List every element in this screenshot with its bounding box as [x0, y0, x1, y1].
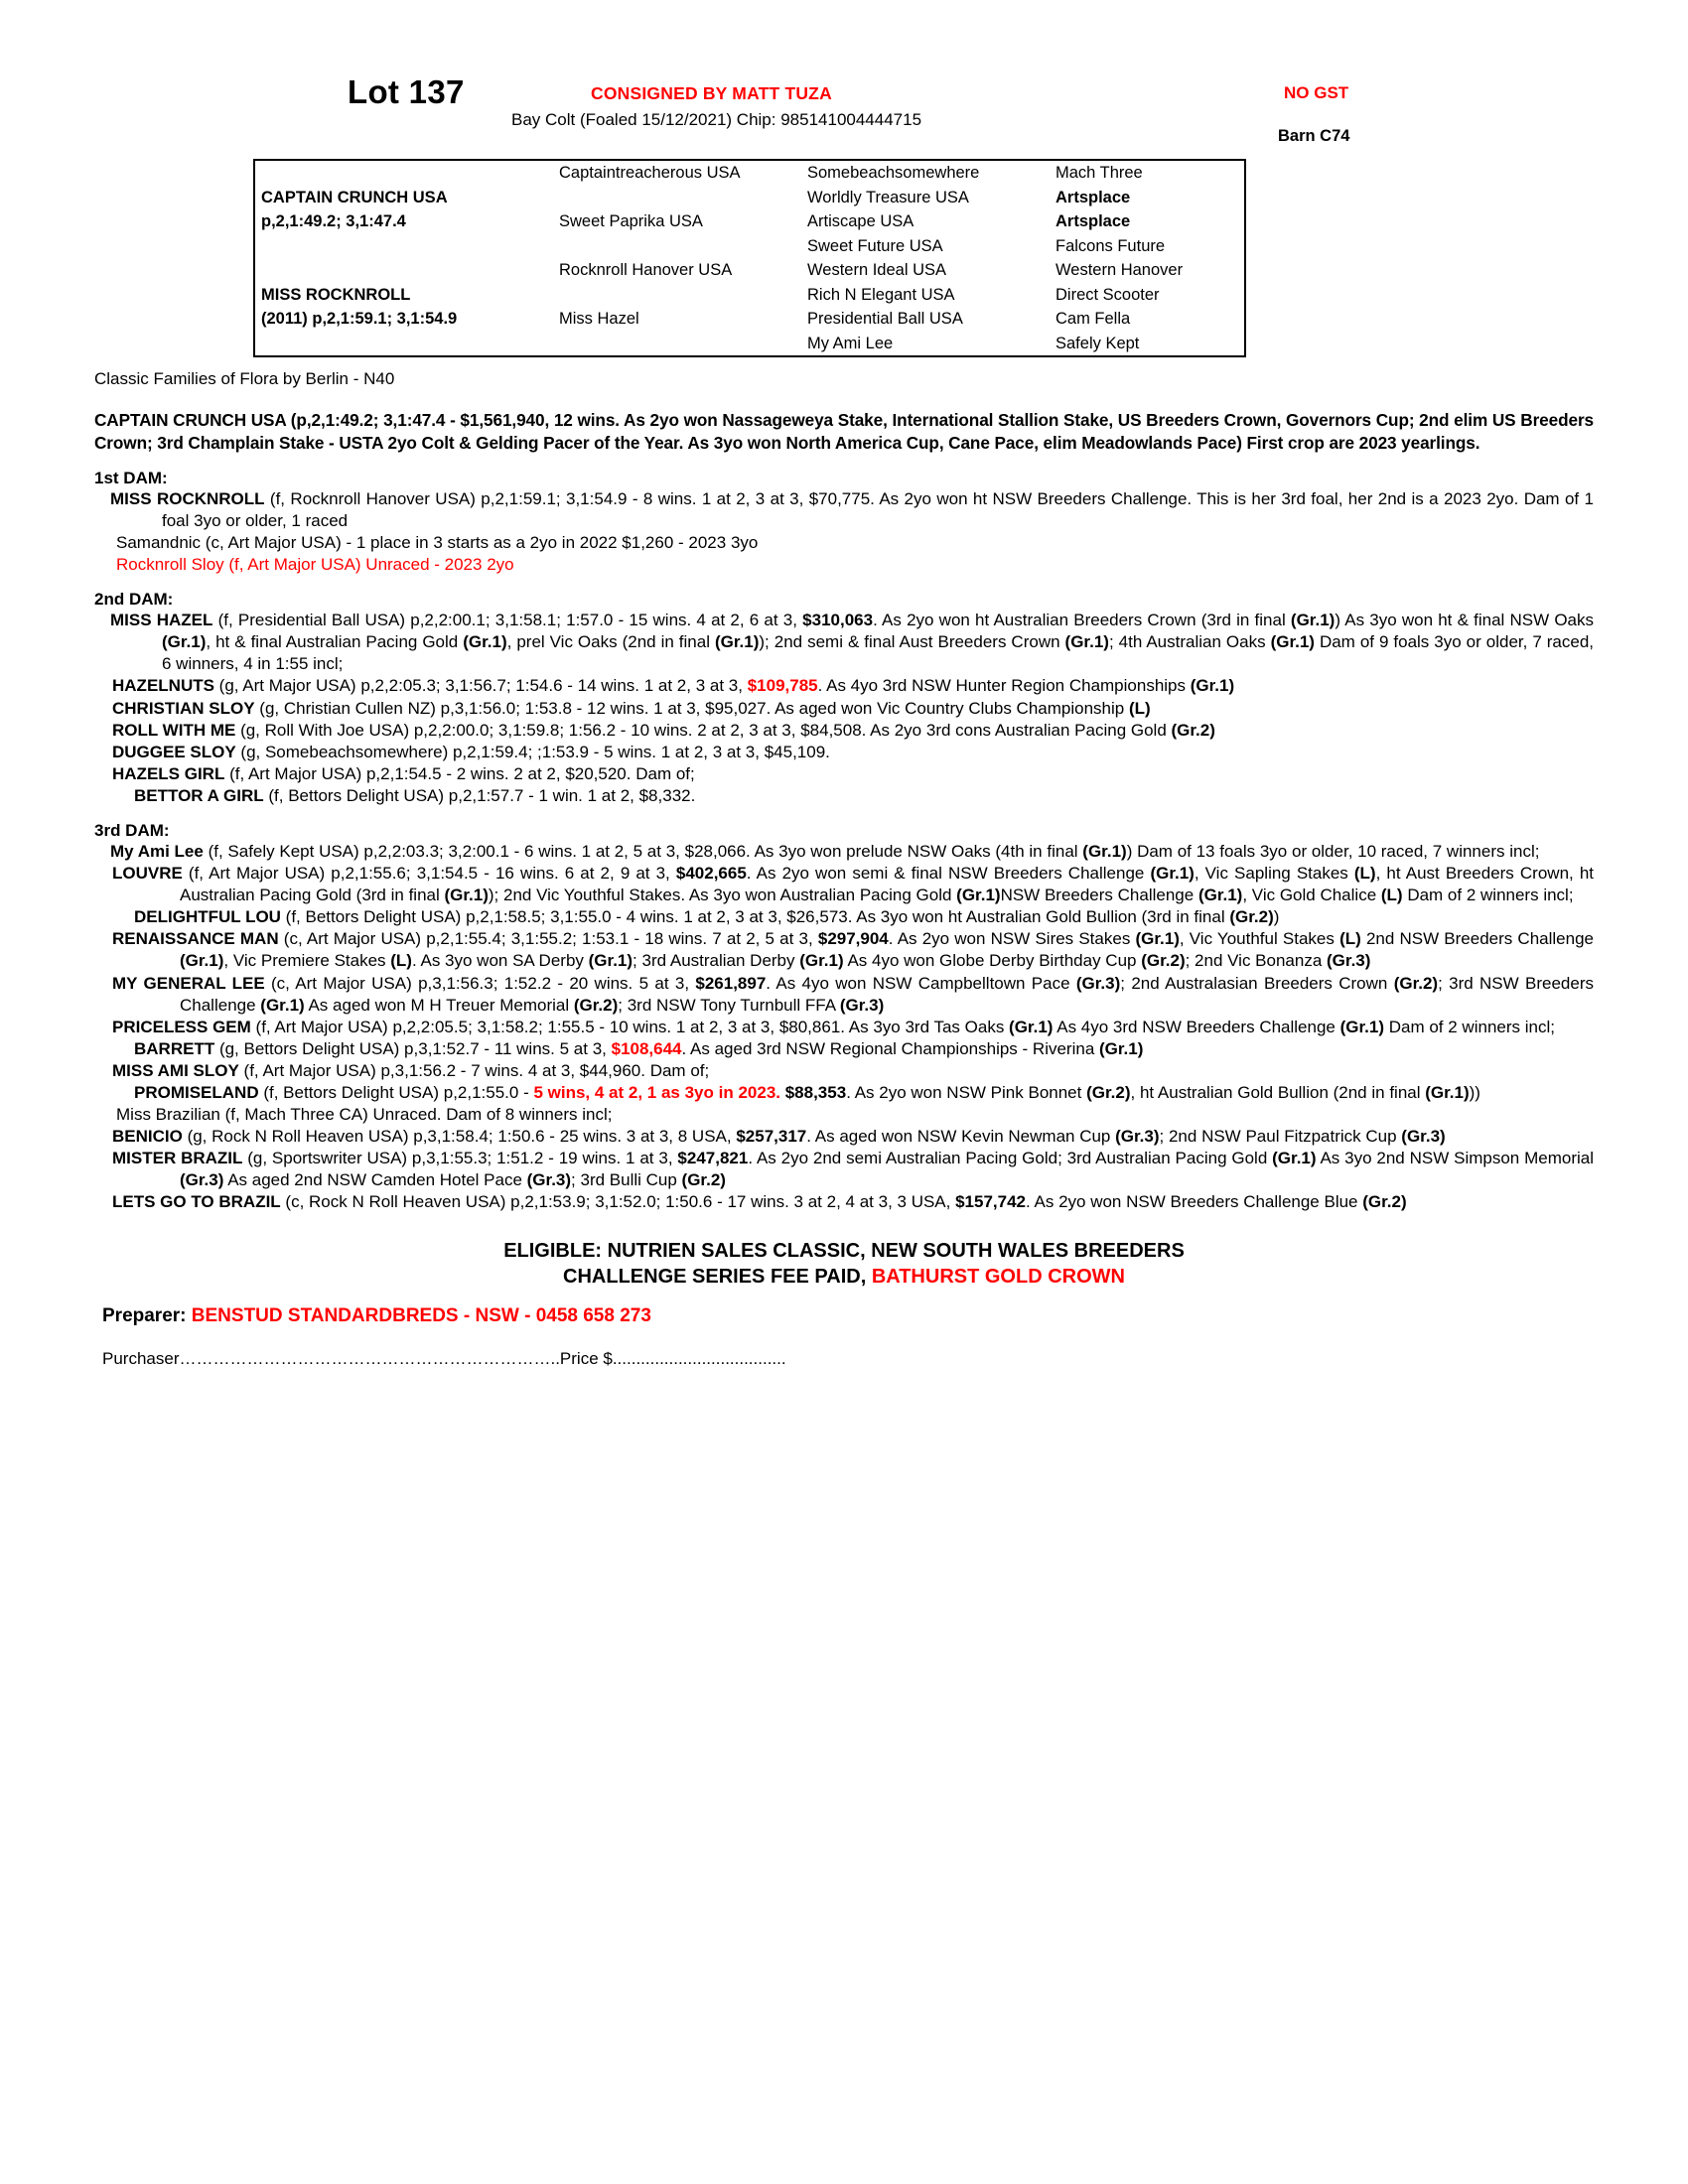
progeny-name: PROMISELAND	[134, 1083, 259, 1102]
progeny-text: (f, Art Major USA) p,2,1:55.6; 3,1:54.5 - 16 wins. 6 at 2, 9 at 3, $402,665. As 2yo won semi & final NSW Breeders Challenge (Gr.1), Vic Sapling Stakes (L), ht Aust Breeders Crown, ht Australian Pacing Gold (3rd in final (Gr.1)); 2nd Vic Youthful Stakes. As 3yo won Australian Pacing Gold (Gr.1)NSW Breeders Challenge (Gr.1), Vic Gold Chalice (L) Dam of 2 winners incl;	[180, 864, 1594, 905]
first-dam-entry	[102, 488, 1594, 532]
progeny-entry	[94, 863, 1594, 906]
second-dam-name: MISS HAZEL	[110, 611, 213, 630]
second-dam-entry	[102, 610, 1594, 675]
second-dam-progeny-list	[94, 675, 1594, 807]
purchaser-line: Purchaser…………………………………………………………..Price $.....................................	[102, 1348, 786, 1368]
pedigree-cell-gen2	[553, 332, 801, 356]
consignor-label: CONSIGNED BY MATT TUZA	[591, 83, 832, 103]
progeny-text: (f, Art Major USA) p,2,1:54.5 - 2 wins. 2 at 2, $20,520. Dam of;	[224, 763, 695, 783]
sire-name: CAPTAIN CRUNCH USA	[261, 188, 448, 206]
eligibility-line-2-red: BATHURST GOLD CROWN	[871, 1265, 1125, 1288]
progeny-entry	[94, 1104, 1594, 1126]
progeny-text: (f, Art Major USA) p,2,2:05.5; 3,1:58.2; 1:55.5 - 10 wins. 1 at 2, 3 at 3, $80,861. As 3yo 3rd Tas Oaks (Gr.1) As 4yo 3rd NSW Breeders Challenge (Gr.1) Dam of 2 winners incl;	[250, 1017, 1555, 1036]
pedigree-dam-cell	[255, 258, 553, 355]
progeny-entry	[94, 532, 1594, 554]
progeny-text: (c, Art Major USA) p,2,1:55.4; 3,1:55.2; 1:53.1 - 18 wins. 7 at 2, 5 at 3, $297,904. As 2yo won NSW Sires Stakes (Gr.1), Vic Youthful Stakes (L) 2nd NSW Breeders Challenge (Gr.1), Vic Premiere Stakes (L). As 3yo won SA Derby (Gr.1); 3rd Australian Derby (Gr.1) As 4yo won Globe Derby Birthday Cup (Gr.2); 2nd Vic Bonanza (Gr.3)	[180, 929, 1594, 971]
progeny-text: (g, Roll With Joe USA) p,2,2:00.0; 3,1:59.8; 1:56.2 - 10 wins. 2 at 2, 3 at 3, $84,508. As 2yo 3rd cons Australian Pacing Gold (Gr.2)	[235, 720, 1215, 740]
pedigree-cell-gen2	[553, 283, 801, 308]
progeny-name: BETTOR A GIRL	[134, 785, 264, 805]
progeny-entry	[94, 1060, 1594, 1082]
first-dam-text: (f, Rocknroll Hanover USA) p,2,1:59.1; 3,1:54.9 - 8 wins. 1 at 2, 3 at 3, $70,775. As 2yo won ht NSW Breeders Challenge. This is her 3rd foal, her 2nd is a 2023 2yo. Dam of 1 foal 3yo or older, 1 raced	[162, 488, 1594, 530]
pedigree-cell-gen2: Rocknroll Hanover USA	[559, 261, 733, 279]
pedigree-cell-gen2: Captaintreacherous USA	[559, 164, 741, 182]
pedigree-cell-gen3: Somebeachsomewhere	[807, 164, 980, 182]
progeny-name: MISS AMI SLOY	[112, 1060, 239, 1080]
third-dam-text: (f, Safely Kept USA) p,2,2:03.3; 3,2:00.1 - 6 wins. 1 at 2, 5 at 3, $28,066. As 3yo won prelude NSW Oaks (4th in final (Gr.1)) Dam of 13 foals 3yo or older, 10 raced, 7 winners incl;	[203, 841, 1540, 861]
pedigree-cell-gen2	[553, 234, 801, 259]
first-dam-heading: 1st DAM:	[94, 468, 168, 487]
progeny-name: BARRETT	[134, 1038, 215, 1058]
progeny-text: (g, Christian Cullen NZ) p,3,1:56.0; 1:53.8 - 12 wins. 1 at 3, $95,027. As aged won Vic Country Clubs Championship (L)	[254, 698, 1151, 718]
pedigree-cell-gen3: Western Ideal USA	[807, 261, 947, 279]
pedigree-cell-gen3: Rich N Elegant USA	[807, 285, 955, 304]
eligibility-line-1: ELIGIBLE: NUTRIEN SALES CLASSIC, NEW SOUTH WALES BREEDERS	[503, 1239, 1185, 1262]
progeny-text: (g, Bettors Delight USA) p,3,1:52.7 - 11 wins. 5 at 3, $108,644. As aged 3rd NSW Regional Championships - Riverina (Gr.1)	[214, 1038, 1144, 1058]
progeny-entry	[94, 1038, 1594, 1060]
progeny-text: (g, Sportswriter USA) p,3,1:55.3; 1:51.2 - 19 wins. 1 at 3, $247,821. As 2yo 2nd semi Australian Pacing Gold; 3rd Australian Pacing Gold (Gr.1) As 3yo 2nd NSW Simpson Memorial (Gr.3) As aged 2nd NSW Camden Hotel Pace (Gr.3); 3rd Bulli Cup (Gr.2)	[180, 1149, 1594, 1190]
second-dam-text: (f, Presidential Ball USA) p,2,2:00.1; 3,1:58.1; 1:57.0 - 15 wins. 4 at 2, 6 at 3, $310,063. As 2yo won ht Australian Breeders Crown (3rd in final (Gr.1)) As 3yo won ht & final NSW Oaks (Gr.1), ht & final Australian Pacing Gold (Gr.1), prel Vic Oaks (2nd in final (Gr.1)); 2nd semi & final Aust Breeders Crown (Gr.1); 4th Australian Oaks (Gr.1) Dam of 9 foals 3yo or older, 7 raced, 6 winners, 4 in 1:55 incl;	[162, 611, 1595, 674]
pedigree-cell-gen2: Miss Hazel	[559, 310, 639, 328]
progeny-text: (g, Somebeachsomewhere) p,2,1:59.4; ;1:53.9 - 5 wins. 1 at 2, 3 at 3, $45,109.	[235, 742, 830, 761]
progeny-entry	[94, 742, 1594, 763]
progeny-name: CHRISTIAN SLOY	[112, 698, 255, 718]
progeny-entry	[94, 1148, 1594, 1191]
progeny-entry	[94, 554, 1594, 576]
sire-record: p,2,1:49.2; 3,1:47.4	[261, 212, 406, 230]
third-dam-progeny-list	[94, 863, 1594, 1214]
first-dam-name: MISS ROCKNROLL	[110, 488, 265, 508]
preparer-label: Preparer:	[102, 1304, 192, 1326]
progeny-entry	[94, 1082, 1594, 1104]
pedigree-cell-gen2: Sweet Paprika USA	[559, 212, 703, 230]
pedigree-cell-gen3: My Ami Lee	[807, 334, 894, 352]
third-dam-name: My Ami Lee	[110, 841, 204, 861]
progeny-text: (f, Art Major USA) Unraced - 2023 2yo	[223, 555, 514, 575]
progeny-name: Samandnic	[116, 532, 202, 552]
dam-name: MISS ROCKNROLL	[261, 285, 411, 304]
preparer-value: BENSTUD STANDARDBREDS - NSW - 0458 658 273	[191, 1304, 651, 1326]
progeny-name: LETS GO TO BRAZIL	[112, 1192, 281, 1212]
pedigree-cell-gen4: Artsplace	[1055, 212, 1131, 230]
pedigree-cell-gen4: Safely Kept	[1055, 334, 1140, 352]
progeny-text: (g, Rock N Roll Heaven USA) p,3,1:58.4; 1:50.6 - 25 wins. 3 at 3, 8 USA, $257,317. As aged won NSW Kevin Newman Cup (Gr.3); 2nd NSW Paul Fitzpatrick Cup (Gr.3)	[182, 1127, 1446, 1147]
dam-record: (2011) p,2,1:59.1; 3,1:54.9	[261, 310, 458, 328]
pedigree-cell-gen4: Mach Three	[1055, 164, 1143, 182]
progeny-name: Miss Brazilian	[116, 1105, 220, 1125]
progeny-name: ROLL WITH ME	[112, 720, 236, 740]
lot-number: Lot 137	[348, 73, 465, 110]
second-dam-heading: 2nd DAM:	[94, 590, 174, 610]
pedigree-row	[255, 161, 1248, 186]
pedigree-cell-gen4: Cam Fella	[1055, 310, 1131, 328]
pedigree-cell-gen4: Direct Scooter	[1055, 285, 1160, 304]
progeny-entry	[94, 973, 1594, 1017]
pedigree-cell-gen3: Sweet Future USA	[807, 236, 943, 255]
progeny-entry	[94, 763, 1594, 785]
barn-label: Barn C74	[1278, 127, 1350, 145]
progeny-text: (c, Rock N Roll Heaven USA) p,2,1:53.9; 3,1:52.0; 1:50.6 - 17 wins. 3 at 2, 4 at 3, 3 USA, $157,742. As 2yo won NSW Breeders Challenge Blue (Gr.2)	[280, 1192, 1407, 1212]
pedigree-table	[253, 159, 1246, 357]
progeny-entry	[94, 906, 1594, 928]
progeny-entry	[94, 785, 1594, 807]
eligibility-line-2-black: CHALLENGE SERIES FEE PAID,	[563, 1265, 872, 1288]
eligibility-block	[94, 1238, 1594, 1290]
pedigree-cell-gen3: Presidential Ball USA	[807, 310, 963, 328]
pedigree-cell-gen3: Worldly Treasure USA	[807, 188, 969, 206]
progeny-entry	[94, 1017, 1594, 1038]
progeny-entry	[94, 1191, 1594, 1213]
progeny-name: BENICIO	[112, 1127, 183, 1147]
progeny-name: HAZELS GIRL	[112, 763, 225, 783]
progeny-text: (f, Art Major USA) p,3,1:56.2 - 7 wins. 4 at 3, $44,960. Dam of;	[238, 1060, 710, 1080]
pedigree-sire-cell	[255, 161, 553, 258]
progeny-text: (f, Bettors Delight USA) p,2,1:55.0 - 5 wins, 4 at 2, 1 as 3yo in 2023. $88,353. As 2yo won NSW Pink Bonnet (Gr.2), ht Australian Gold Bullion (2nd in final (Gr.1)))	[258, 1083, 1480, 1102]
progeny-name: RENAISSANCE MAN	[112, 929, 279, 949]
first-dam-progeny-list	[94, 532, 1594, 576]
foal-description: Bay Colt (Foaled 15/12/2021) Chip: 985141004444715	[511, 110, 922, 129]
pedigree-cell-gen4: Western Hanover	[1055, 261, 1184, 279]
progeny-name: MISTER BRAZIL	[112, 1149, 243, 1168]
third-dam-entry	[102, 841, 1594, 863]
third-dam-heading: 3rd DAM:	[94, 820, 170, 840]
progeny-name: Rocknroll Sloy	[116, 555, 224, 575]
progeny-entry	[94, 928, 1594, 972]
progeny-text: (f, Bettors Delight USA) p,2,1:58.5; 3,1:55.0 - 4 wins. 1 at 2, 3 at 3, $26,573. As 3yo won ht Australian Gold Bullion (3rd in final (Gr.2))	[280, 907, 1280, 927]
progeny-text: (f, Bettors Delight USA) p,2,1:57.7 - 1 win. 1 at 2, $8,332.	[263, 785, 696, 805]
pedigree-cell-gen4: Falcons Future	[1055, 236, 1166, 255]
pedigree-cell-gen4: Artsplace	[1055, 188, 1131, 206]
progeny-text: (c, Art Major USA) p,3,1:56.3; 1:52.2 - 20 wins. 5 at 3, $261,897. As 4yo won NSW Campbelltown Pace (Gr.3); 2nd Australasian Breeders Crown (Gr.2); 3rd NSW Breeders Challenge (Gr.1) As aged won M H Treuer Memorial (Gr.2); 3rd NSW Tony Turnbull FFA (Gr.3)	[180, 973, 1594, 1015]
progeny-text: (f, Mach Three CA) Unraced. Dam of 8 winners incl;	[219, 1105, 613, 1125]
pedigree-row	[255, 258, 1248, 283]
progeny-text: (g, Art Major USA) p,2,2:05.3; 3,1:56.7; 1:54.6 - 14 wins. 1 at 2, 3 at 3, $109,785. As 4yo 3rd NSW Hunter Region Championships (Gr.1)	[213, 676, 1235, 696]
progeny-name: HAZELNUTS	[112, 676, 214, 696]
pedigree-cell-gen3: Artiscape USA	[807, 212, 914, 230]
progeny-entry	[94, 1126, 1594, 1148]
progeny-name: MY GENERAL LEE	[112, 973, 265, 993]
classic-families: Classic Families of Flora by Berlin - N40	[94, 369, 395, 388]
sire-paragraph: CAPTAIN CRUNCH USA (p,2,1:49.2; 3,1:47.4 - $1,561,940, 12 wins. As 2yo won Nassageweya Stake, International Stallion Stake, US Breeders Crown, Governors Cup; 2nd elim US Breeders Crown; 3rd Champlain Stake - USTA 2yo Colt & Gelding Pacer of the Year. As 3yo won North America Cup, Cane Pace, elim Meadowlands Pace) First crop are 2023 yearlings.	[94, 410, 1594, 453]
progeny-name: PRICELESS GEM	[112, 1017, 251, 1036]
eligibility-line-2	[134, 1264, 1554, 1290]
page-header	[94, 46, 1594, 145]
preparer-line	[102, 1305, 1594, 1327]
progeny-entry	[94, 720, 1594, 742]
progeny-name: DUGGEE SLOY	[112, 742, 236, 761]
progeny-text: (c, Art Major USA) - 1 place in 3 starts as a 2yo in 2022 $1,260 - 2023 3yo	[201, 532, 759, 552]
progeny-name: LOUVRE	[112, 864, 183, 884]
pedigree-cell-gen2	[553, 186, 801, 210]
progeny-entry	[94, 675, 1594, 697]
progeny-entry	[94, 698, 1594, 720]
gst-badge: NO GST	[1284, 83, 1349, 102]
progeny-name: DELIGHTFUL LOU	[134, 907, 281, 927]
